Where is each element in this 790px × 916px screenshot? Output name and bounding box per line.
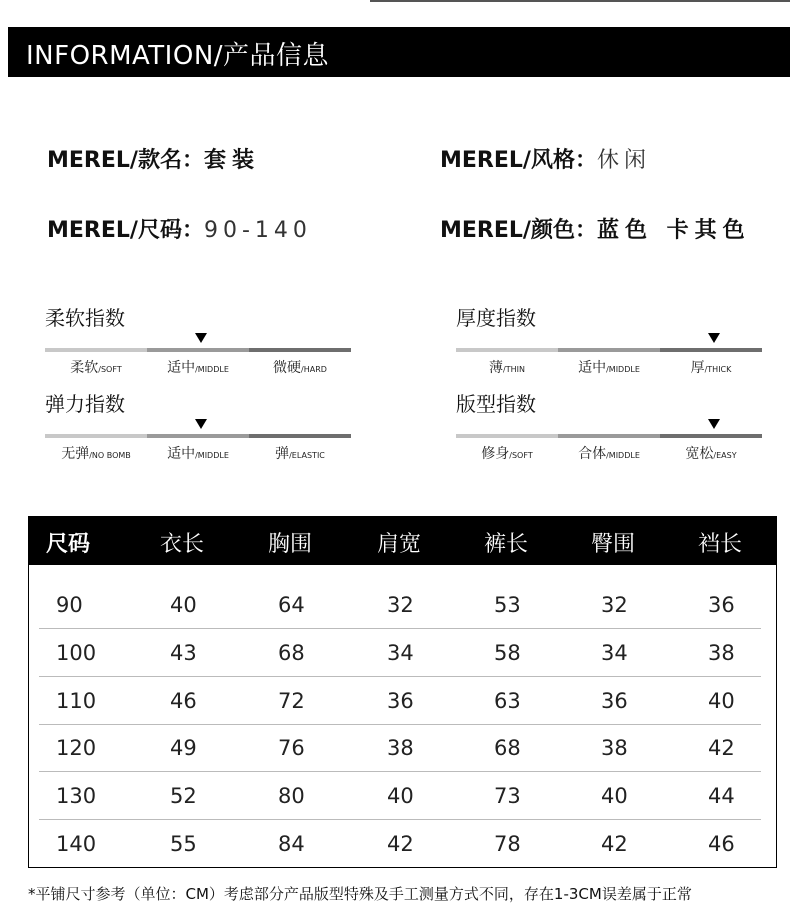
table-cell: 52 (170, 784, 197, 809)
index-option: 适中/MIDDLE (578, 360, 640, 376)
column-header: 裤长 (484, 532, 529, 557)
table-cell: 36 (601, 688, 628, 713)
table-cell: 53 (494, 593, 521, 617)
index-option: 合体/MIDDLE (578, 446, 640, 462)
index-option: 厚/THICK (690, 360, 732, 376)
table-cell: 55 (170, 832, 197, 856)
table-cell: 73 (494, 784, 521, 809)
table-row (29, 774, 776, 821)
table-cell: 90 (56, 593, 83, 617)
column-header: 衣长 (160, 532, 205, 557)
index-title: 版型指数 (456, 392, 536, 416)
table-row (29, 679, 776, 726)
table-cell: 110 (56, 688, 97, 713)
table-cell: 36 (708, 593, 735, 617)
color-value: 蓝色 卡其色 (596, 218, 751, 243)
table-cell: 32 (601, 593, 628, 617)
softness-index (45, 302, 351, 382)
table-row (29, 726, 776, 773)
column-header: 胸围 (268, 532, 313, 557)
index-option: 修身/SOFT (481, 446, 533, 462)
table-cell: 120 (56, 736, 97, 761)
table-cell: 32 (387, 593, 414, 617)
index-option: 适中/MIDDLE (167, 360, 229, 376)
column-header: 尺码 (46, 532, 91, 557)
top-divider (370, 0, 790, 2)
table-cell: 34 (387, 640, 414, 665)
index-option: 宽松/EASY (685, 446, 737, 462)
table-cell: 43 (170, 640, 197, 665)
index-option: 薄/THIN (489, 360, 525, 376)
table-cell: 68 (278, 640, 305, 665)
column-header: 臀围 (591, 532, 636, 557)
index-scale-bar (456, 348, 762, 352)
table-header (29, 517, 776, 565)
table-cell: 40 (601, 784, 628, 809)
table-row (29, 822, 776, 869)
table-cell: 38 (601, 736, 628, 761)
style-value: 休闲 (596, 148, 651, 173)
index-option: 柔软/SOFT (70, 360, 122, 376)
table-cell: 42 (601, 832, 628, 856)
column-header: 肩宽 (377, 532, 422, 557)
index-title: 柔软指数 (45, 306, 125, 330)
selection-marker-icon (195, 419, 207, 429)
index-scale-bar (456, 434, 762, 438)
selection-marker-icon (708, 419, 720, 429)
table-cell: 46 (170, 688, 197, 713)
index-option: 微硬/HARD (273, 360, 327, 376)
table-cell: 64 (278, 593, 305, 617)
index-option: 适中/MIDDLE (167, 446, 229, 462)
table-cell: 80 (278, 784, 305, 809)
table-cell: 44 (708, 784, 735, 809)
table-cell: 100 (56, 640, 97, 665)
style-name-label: MEREL/款名： (47, 148, 204, 173)
table-cell: 40 (708, 688, 735, 713)
table-cell: 140 (56, 832, 97, 856)
measurement-footnote: *平铺尺寸参考（单位：CM）考虑部分产品版型特殊及手工测量方式不同，存在1-3CM误差属于正常 (28, 885, 692, 903)
table-row (29, 631, 776, 678)
selection-marker-icon (195, 333, 207, 343)
table-cell: 72 (278, 688, 305, 713)
table-cell: 130 (56, 784, 97, 809)
color-label: MEREL/颜色： (440, 218, 597, 243)
table-cell: 63 (494, 688, 521, 713)
fit-index (456, 388, 762, 468)
table-cell: 40 (170, 593, 197, 617)
row-divider (39, 771, 761, 772)
table-cell: 49 (170, 736, 197, 761)
info-style (440, 143, 651, 174)
row-divider (39, 628, 761, 629)
section-title: INFORMATION/产品信息 (26, 41, 330, 71)
table-cell: 58 (494, 640, 521, 665)
elasticity-index (45, 388, 351, 468)
section-header (8, 27, 790, 77)
table-cell: 68 (494, 736, 521, 761)
style-label: MEREL/风格： (440, 148, 597, 173)
table-cell: 46 (708, 832, 735, 856)
row-divider (39, 676, 761, 677)
size-value: 90-140 (203, 218, 312, 243)
table-cell: 84 (278, 832, 305, 856)
table-cell: 42 (387, 832, 414, 856)
info-style-name (47, 143, 260, 174)
table-cell: 36 (387, 688, 414, 713)
row-divider (39, 819, 761, 820)
table-cell: 38 (708, 640, 735, 665)
column-header: 裆长 (698, 532, 743, 557)
row-divider (39, 724, 761, 725)
index-title: 厚度指数 (456, 306, 536, 330)
thickness-index (456, 302, 762, 382)
size-label: MEREL/尺码： (47, 218, 204, 243)
table-cell: 40 (387, 784, 414, 809)
info-color (440, 213, 751, 244)
table-cell: 78 (494, 832, 521, 856)
table-cell: 38 (387, 736, 414, 761)
index-scale-bar (45, 434, 351, 438)
index-option: 弹/ELASTIC (275, 446, 325, 462)
selection-marker-icon (708, 333, 720, 343)
index-title: 弹力指数 (45, 392, 125, 416)
index-option: 无弹/NO BOMB (61, 446, 131, 462)
table-cell: 42 (708, 736, 735, 761)
table-row (29, 583, 776, 630)
table-cell: 34 (601, 640, 628, 665)
style-name-value: 套装 (203, 148, 260, 173)
info-size (47, 213, 312, 244)
size-table (28, 516, 777, 868)
index-scale-bar (45, 348, 351, 352)
table-cell: 76 (278, 736, 305, 761)
